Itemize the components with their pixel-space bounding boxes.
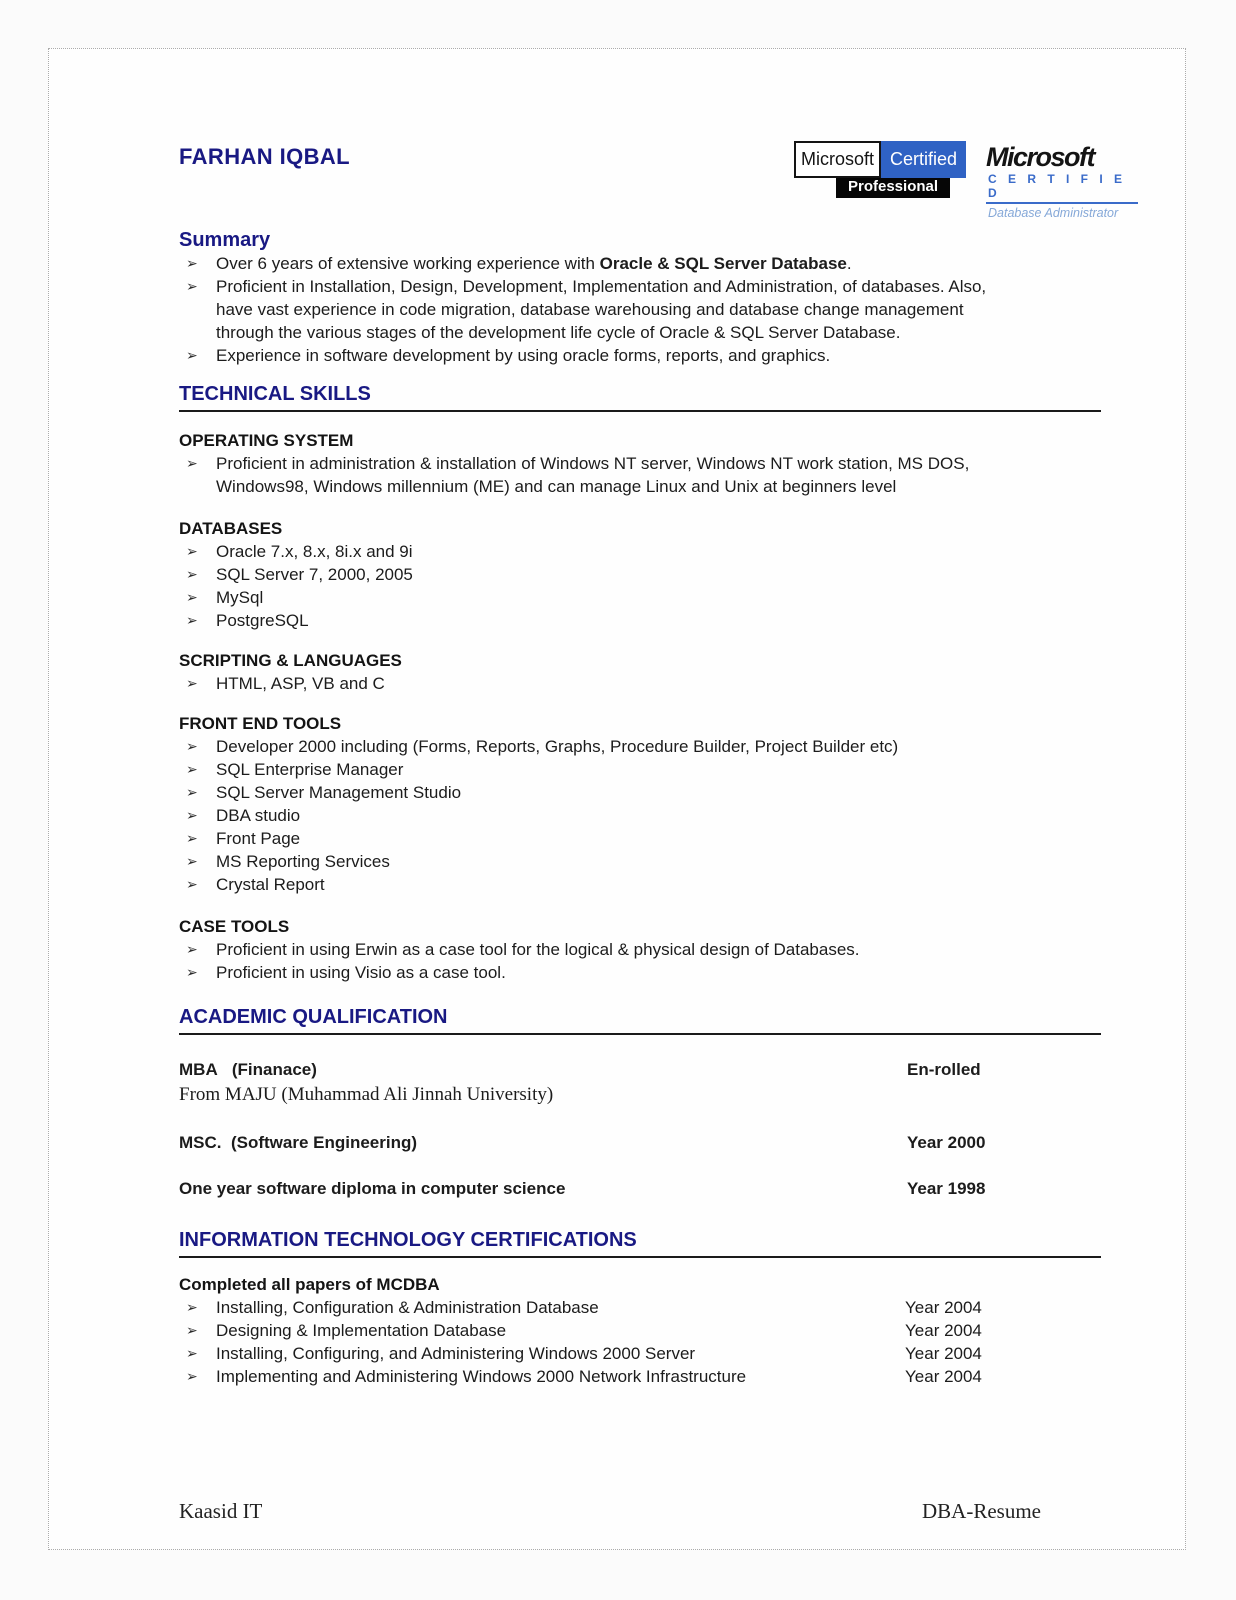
certification-year: Year 2004 [905, 1344, 982, 1363]
arrow-bullet-icon: ➢ [186, 612, 198, 628]
certification-item [179, 1319, 1114, 1342]
arrow-bullet-icon: ➢ [186, 807, 198, 823]
certifications-subtitle: Completed all papers of MCDBA [179, 1275, 440, 1294]
certification-year: Year 2004 [905, 1321, 982, 1340]
mcp-certified-label: Certified [881, 141, 966, 178]
technical-skills-heading: TECHNICAL SKILLS [179, 383, 1101, 412]
operating-system-title: OPERATING SYSTEM [179, 431, 354, 450]
front-end-tools-title: FRONT END TOOLS [179, 714, 342, 733]
arrow-bullet-icon: ➢ [186, 255, 198, 271]
mcdba-microsoft-wordmark: Microsoft [986, 142, 1094, 172]
document-content [179, 144, 1114, 1388]
scripting-languages-title: SCRIPTING & LANGUAGES [179, 651, 402, 670]
arrow-bullet-icon: ➢ [186, 1345, 198, 1361]
arrow-bullet-icon: ➢ [186, 675, 198, 691]
list-item-text: Front Page [216, 829, 301, 848]
certification-text: Installing, Configuring, and Administering Windows 2000 Server [216, 1344, 696, 1363]
list-item-text: PostgreSQL [216, 611, 309, 630]
list-item [179, 452, 1114, 498]
list-item [179, 563, 1114, 586]
arrow-bullet-icon: ➢ [186, 876, 198, 892]
list-item-text: Oracle 7.x, 8.x, 8i.x and 9i [216, 542, 413, 561]
arrow-bullet-icon: ➢ [186, 455, 198, 471]
arrow-bullet-icon: ➢ [186, 941, 198, 957]
summary-bullet [179, 252, 1114, 275]
list-item-text: MySql [216, 588, 264, 607]
list-item-text: DBA studio [216, 806, 301, 825]
list-item-text: SQL Server 7, 2000, 2005 [216, 565, 413, 584]
certification-text: Implementing and Administering Windows 2000 Network Infrastructure [216, 1367, 747, 1386]
summary-heading: Summary [179, 229, 271, 251]
certification-item [179, 1365, 1114, 1388]
arrow-bullet-icon: ➢ [186, 543, 198, 559]
summary-bullet [179, 275, 1114, 344]
list-item [179, 586, 1114, 609]
it-certifications-heading: INFORMATION TECHNOLOGY CERTIFICATIONS [179, 1229, 1101, 1258]
degree-year: Year 2000 [907, 1133, 986, 1152]
footer-company: Kaasid IT [179, 1499, 263, 1523]
arrow-bullet-icon: ➢ [186, 347, 198, 363]
academic-row [179, 1132, 1114, 1154]
list-item-text: HTML, ASP, VB and C [216, 674, 385, 693]
arrow-bullet-icon: ➢ [186, 589, 198, 605]
certification-text: Designing & Implementation Database [216, 1321, 507, 1340]
mcp-microsoft-label: Microsoft [794, 141, 881, 178]
summary-bullet-text [216, 252, 852, 275]
list-item [179, 873, 1114, 896]
summary-bullet-text: Experience in software development by using oracle forms, reports, and graphics. [216, 346, 831, 365]
list-item [179, 758, 1114, 781]
certification-item [179, 1296, 1114, 1319]
arrow-bullet-icon: ➢ [186, 1322, 198, 1338]
list-item [179, 938, 1114, 961]
databases-title: DATABASES [179, 519, 283, 538]
list-item [179, 850, 1114, 873]
degree-title: MBA (Finanace) [179, 1060, 317, 1079]
list-item-text: Developer 2000 including (Forms, Reports, Graphs, Procedure Builder, Project Builder etc) [216, 737, 899, 756]
mcdba-subtitle: Database Administrator [988, 206, 1119, 220]
arrow-bullet-icon: ➢ [186, 738, 198, 754]
list-item-text: Proficient in administration & installation of Windows NT server, Windows NT work station, MS DOS, Windows98, Windows millennium (ME) and can manage Linux and Unix at beginners level [216, 454, 970, 496]
arrow-bullet-icon: ➢ [186, 853, 198, 869]
footer-doc-title: DBA-Resume [922, 1499, 1041, 1523]
certification-item [179, 1342, 1114, 1365]
list-item [179, 781, 1114, 804]
certification-year: Year 2004 [905, 1298, 982, 1317]
list-item [179, 672, 1114, 695]
mcdba-certified-label: C E R T I F I E D [986, 170, 1138, 204]
degree-institution: From MAJU (Muhammad Ali Jinnah University) [179, 1084, 554, 1105]
list-item-text: Crystal Report [216, 875, 325, 894]
degree-title: One year software diploma in computer science [179, 1179, 566, 1198]
arrow-bullet-icon: ➢ [186, 784, 198, 800]
list-item [179, 735, 1114, 758]
arrow-bullet-icon: ➢ [186, 278, 198, 294]
degree-year: Year 1998 [907, 1179, 986, 1198]
case-tools-title: CASE TOOLS [179, 917, 290, 936]
arrow-bullet-icon: ➢ [186, 761, 198, 777]
arrow-bullet-icon: ➢ [186, 830, 198, 846]
candidate-name: FARHAN IQBAL [179, 144, 351, 169]
certification-text: Installing, Configuration & Administration Database [216, 1298, 599, 1317]
arrow-bullet-icon: ➢ [186, 566, 198, 582]
academic-row [179, 1059, 1114, 1108]
summary-bullet-text: Proficient in Installation, Design, Development, Implementation and Administration, of databases. Also, have vast experience in code migration, database warehousing and database change management through the various stages of the development life cycle of Oracle & SQL Server Database. [216, 277, 987, 342]
certification-year: Year 2004 [905, 1367, 982, 1386]
list-item [179, 609, 1114, 632]
academic-qualification-heading: ACADEMIC QUALIFICATION [179, 1006, 1101, 1035]
list-item-text: Proficient in using Visio as a case tool. [216, 963, 506, 982]
degree-title: MSC. (Software Engineering) [179, 1133, 418, 1152]
list-item [179, 540, 1114, 563]
list-item [179, 961, 1114, 984]
list-item-text: Proficient in using Erwin as a case tool for the logical & physical design of Databases. [216, 940, 860, 959]
arrow-bullet-icon: ➢ [186, 1299, 198, 1315]
degree-status: En-rolled [907, 1060, 981, 1079]
page-footer [179, 1499, 1109, 1524]
list-item [179, 827, 1114, 850]
arrow-bullet-icon: ➢ [186, 1368, 198, 1384]
summary-text-prefix: Over 6 years of extensive working experience with [216, 254, 600, 273]
list-item-text: SQL Enterprise Manager [216, 760, 404, 779]
list-item-text: MS Reporting Services [216, 852, 390, 871]
summary-bullet [179, 344, 1114, 367]
list-item-text: SQL Server Management Studio [216, 783, 462, 802]
list-item [179, 804, 1114, 827]
summary-text-suffix: . [846, 254, 852, 273]
academic-row [179, 1178, 1114, 1200]
arrow-bullet-icon: ➢ [186, 964, 198, 980]
document-page [48, 48, 1186, 1550]
summary-text-bold: Oracle & SQL Server Database [599, 254, 847, 273]
mcp-professional-label: Professional [836, 176, 950, 198]
